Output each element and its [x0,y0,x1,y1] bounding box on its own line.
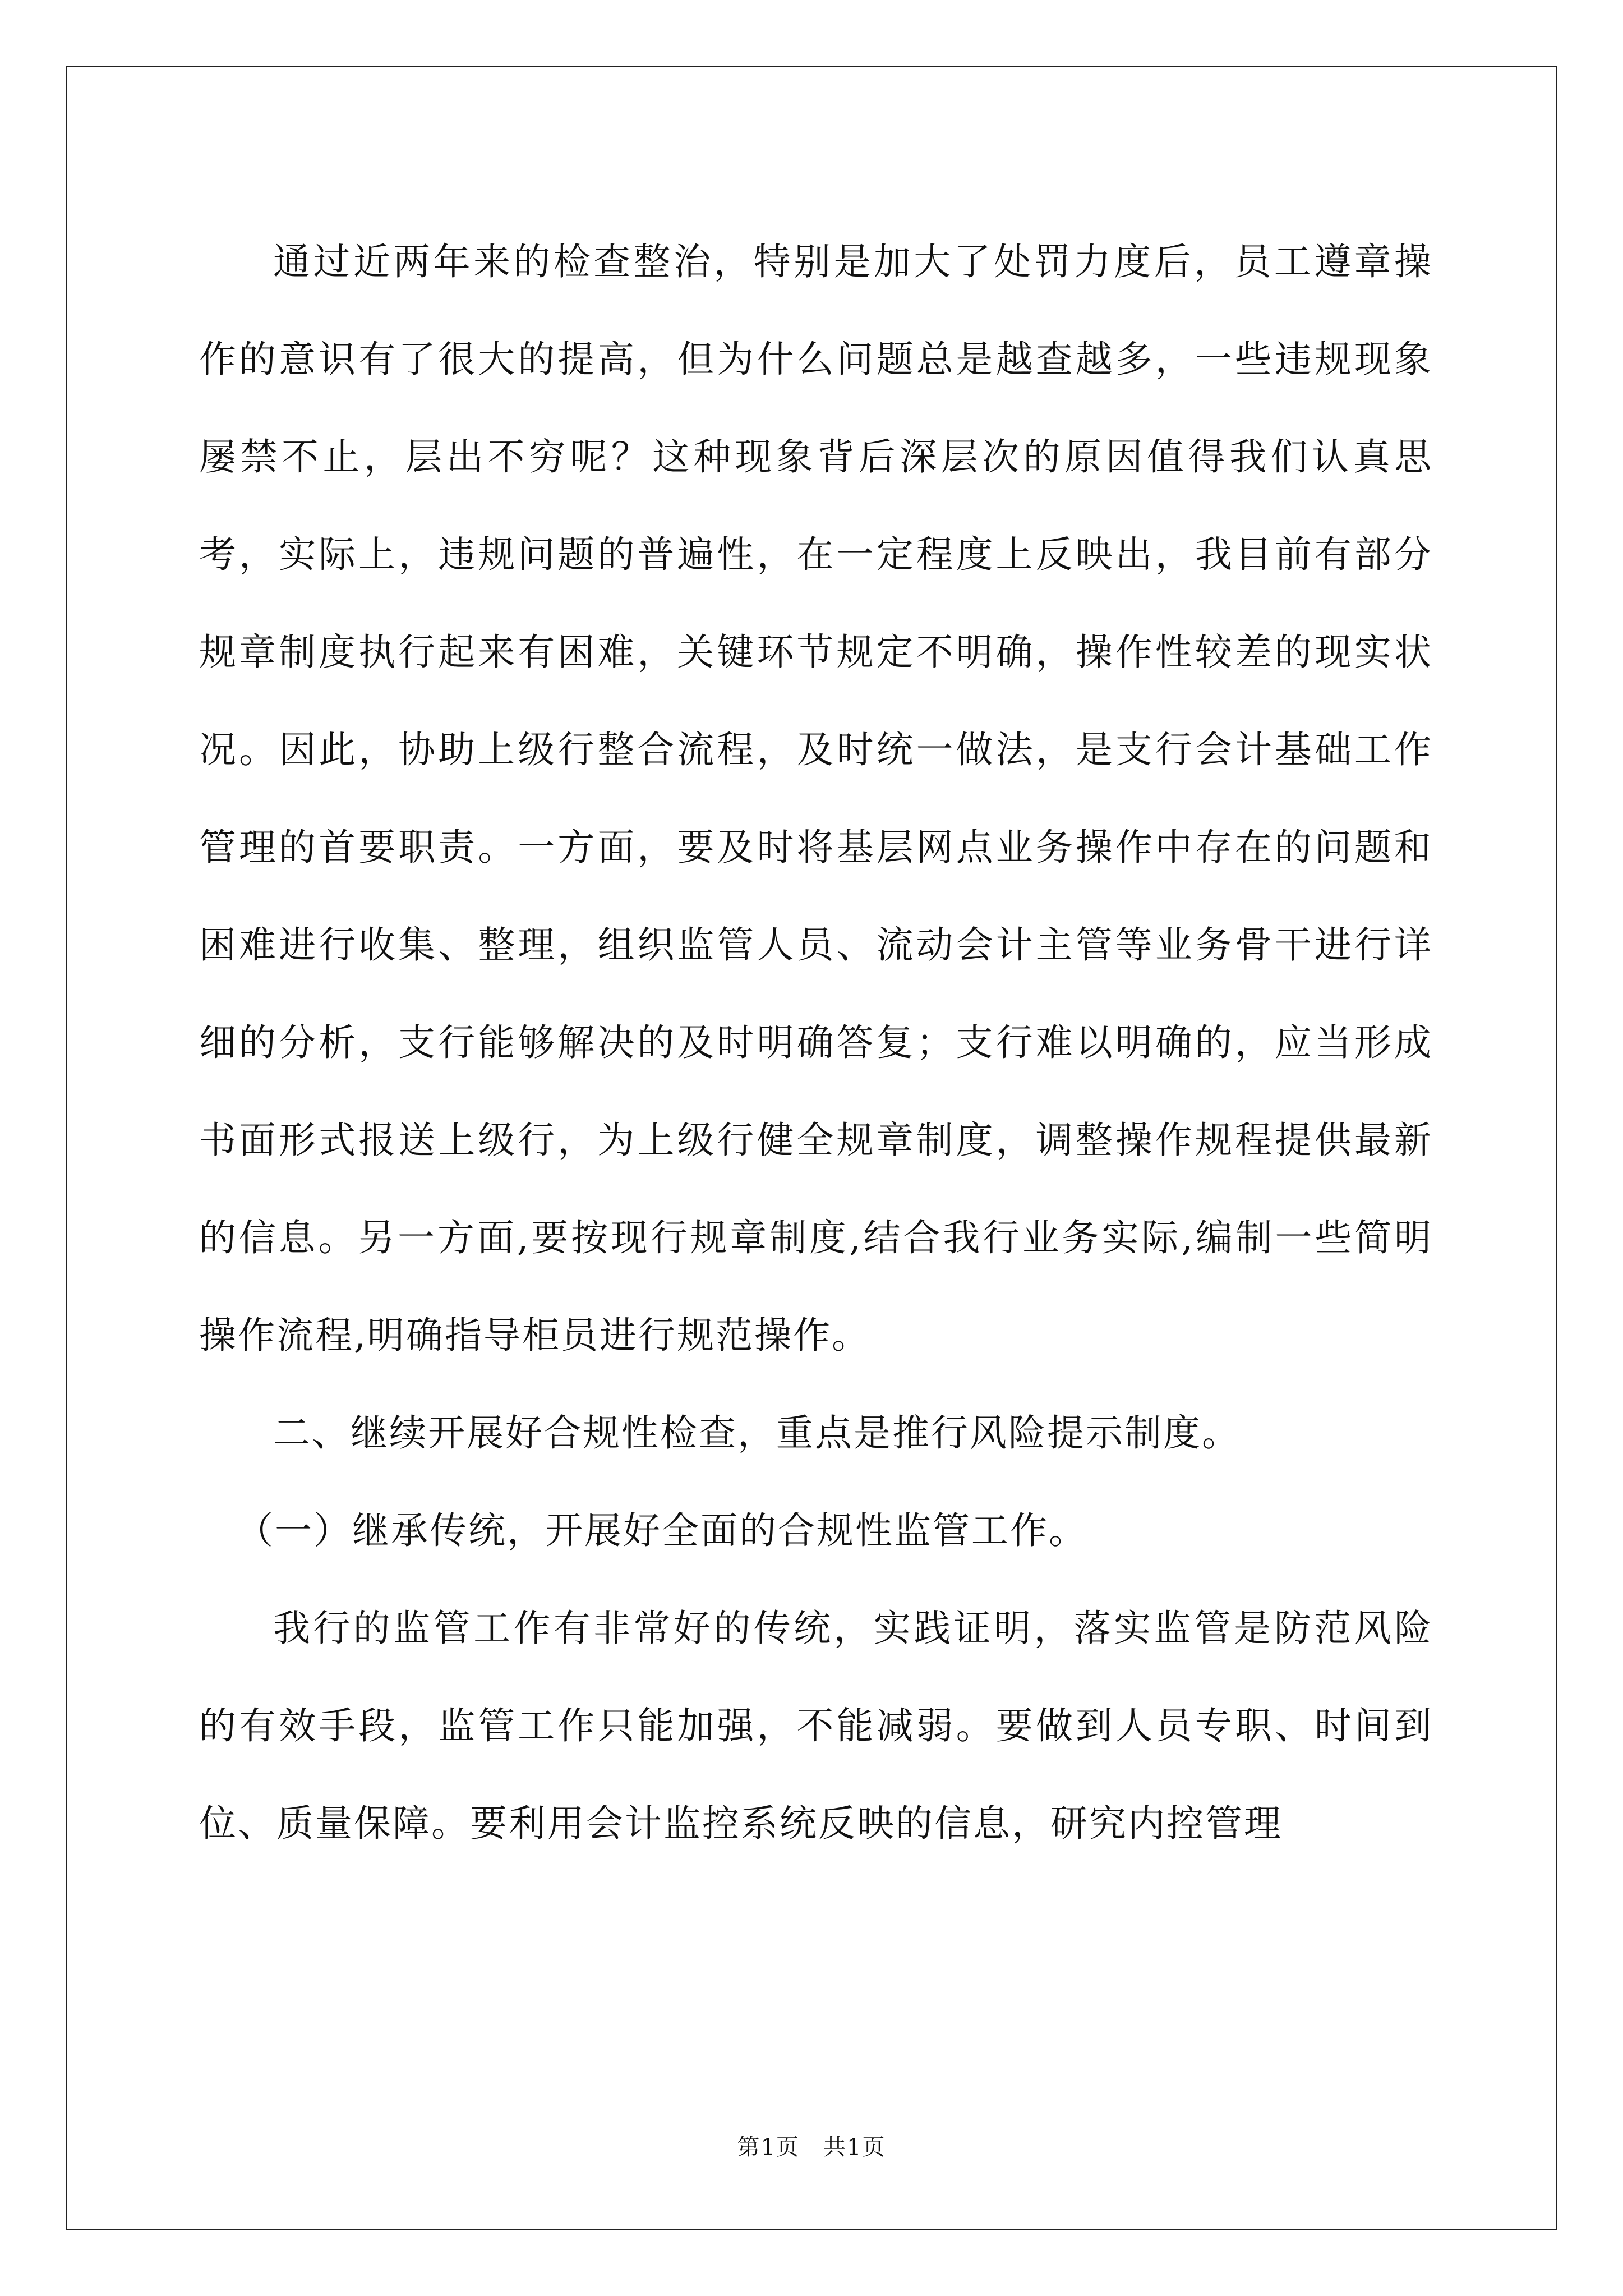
subsection-heading-tradition: （一）继承传统，开展好全面的合规性监管工作。 [236,1509,1087,1552]
paragraph-process-integration: 通过近两年来的检查整治，特别是加大了处罚力度后，员工遵章操作的意识有了很大的提高，但为什么问题总是越查越多，一些违规现象屡禁不止，层出不穷呢？这种现象背后深层次的原因值得我们认真思考，实际上，违规问题的普遍性，在一定程度上反映出，我目前有部分规章制度执行起来有困难，关键环节规定不明确，操作性较差的现实状况。因此，协助上级行整合流程，及时统一做法，是支行会计基础工作管理的首要职责。一方面，要及时将基层网点业务操作中存在的问题和困难进行收集、整理，组织监管人员、流动会计主管等业务骨干进行详细的分析，支行能够解决的及时明确答复；支行难以明确的，应当形成书面形式报送上级行，为上级行健全规章制度，调整操作规程提供最新的信息。另一方面,要按现行规章制度,结合我行业务实际,编制一些简明操作流程,明确指导柜员进行规范操作。 [199,240,1433,1357]
section-heading-compliance-check: 二、继续开展好合规性检查，重点是推行风险提示制度。 [273,1411,1241,1455]
paragraph-supervision-tradition: 我行的监管工作有非常好的传统，实践证明，落实监管是防范风险的有效手段，监管工作只能加强，不能减弱。要做到人员专职、时间到位、质量保障。要利用会计监控系统反映的信息，研究内控管理 [199,1607,1433,1845]
page-footer: 第1页 共1页 [737,2134,886,2160]
document-body [199,213,1433,1872]
